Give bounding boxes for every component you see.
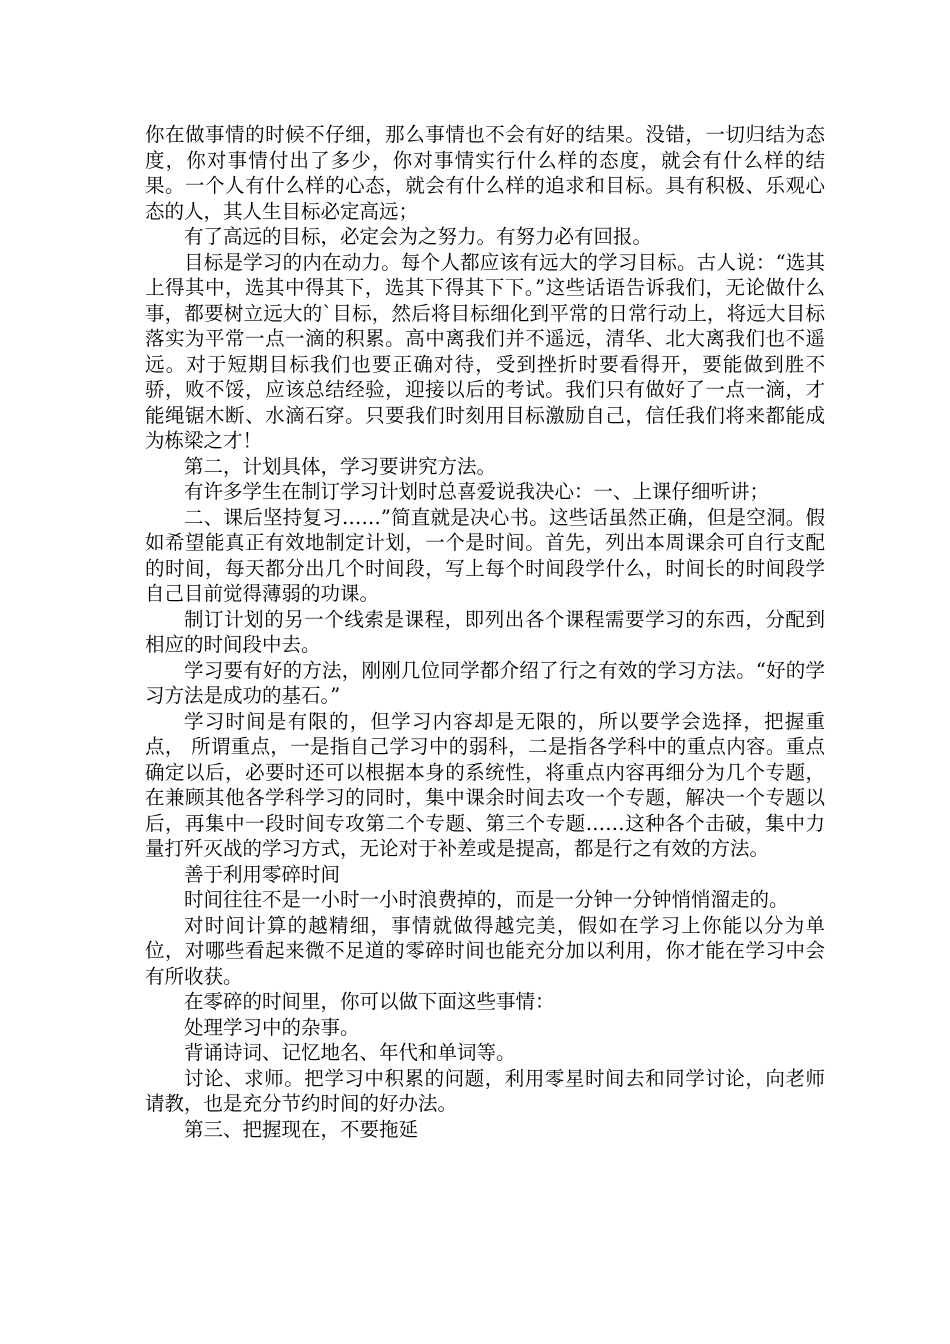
list-item: 讨论、求师。把学习中积累的问题，利用零星时间去和同学讨论，向老师请教，也是充分节约时间的好办法。 <box>145 1066 825 1115</box>
paragraph: 你在做事情的时候不仔细，那么事情也不会有好的结果。没错，一切归结为态度，你对事情付出了多少，你对事情实行什么样的态度，就会有什么样的结果。一个人有什么样的心态，就会有什么样的追求和目标。具有积极、乐观心态的人，其人生目标必定高远； <box>145 123 825 223</box>
document-page <box>145 122 825 1142</box>
paragraph: 制订计划的另一个线索是课程，即列出各个课程需要学习的东西，分配到相应的时间段中去。 <box>145 607 825 656</box>
paragraph: 学习要有好的方法，刚刚几位同学都介绍了行之有效的学习方法。“好的学习方法是成功的基石。” <box>145 658 825 707</box>
paragraph: 有许多学生在制订学习计划时总喜爱说我决心：一、上课仔细听讲； <box>184 480 770 503</box>
section-heading: 第三、把握现在，不要拖延 <box>184 1117 419 1141</box>
paragraph: 时间往往不是一小时一小时浪费掉的，而是一分钟一分钟悄悄溜走的。 <box>184 888 789 911</box>
list-item: 背诵诗词、记忆地名、年代和单词等。 <box>184 1041 516 1064</box>
paragraph: 有了高远的目标，必定会为之努力。有努力必有回报。 <box>184 225 653 248</box>
paragraph: 对时间计算的越精细，事情就做得越完美，假如在学习上你能以分为单位，对哪些看起来微不足道的零碎时间也能充分加以利用，你才能在学习中会有所收获。 <box>145 913 825 988</box>
list-item: 处理学习中的杂事。 <box>184 1015 360 1039</box>
paragraph: 目标是学习的内在动力。每个人都应该有远大的学习目标。古人说：“选其上得其中，选其中得其下，选其下得其下下。”这些话语告诉我们，无论做什么事，都要树立远大的`目标，然后将目标细化到平常的日常行动上，将远大目标落实为平常一点一滴的积累。高中离我们并不遥远，清华、北大离我们也不遥远。对于短期目标我们也要正确对待，受到挫折时要看得开，要能做到胜不骄，败不馁，应该总结经验，迎接以后的考试。我们只有做好了一点一滴，才能绳锯木断、水滴石穿。只要我们时刻用目标激励自己，信任我们将来都能成为栋梁之才！ <box>145 250 825 452</box>
paragraph: 学习时间是有限的，但学习内容却是无限的，所以要学会选择，把握重点， 所谓重点，一是指自己学习中的弱科，二是指各学科中的重点内容。重点确定以后，必要时还可以根据本身的系统性，将重点内容再细分为几个专题，在兼顾其他各学科学习的同时，集中课余时间去攻一个专题，解决一个专题以后，再集中一段时间专攻第二个专题、第三个专题……这种各个击破，集中力量打歼灭战的学习方式，无论对于补差或是提高，都是行之有效的方法。 <box>145 709 825 860</box>
paragraph: 在零碎的时间里，你可以做下面这些事情： <box>184 990 555 1013</box>
subheading: 善于利用零碎时间 <box>184 862 341 886</box>
paragraph: 二、课后坚持复习……”简直就是决心书。这些话虽然正确，但是空洞。假如希望能真正有效地制定计划，一个是时间。首先，列出本周课余可自行支配的时间，每天都分出几个时间段，写上每个时间段学什么，时间长的时间段学自己目前觉得薄弱的功课。 <box>145 505 825 605</box>
section-heading: 第二，计划具体，学习要讲究方法。 <box>184 454 497 478</box>
